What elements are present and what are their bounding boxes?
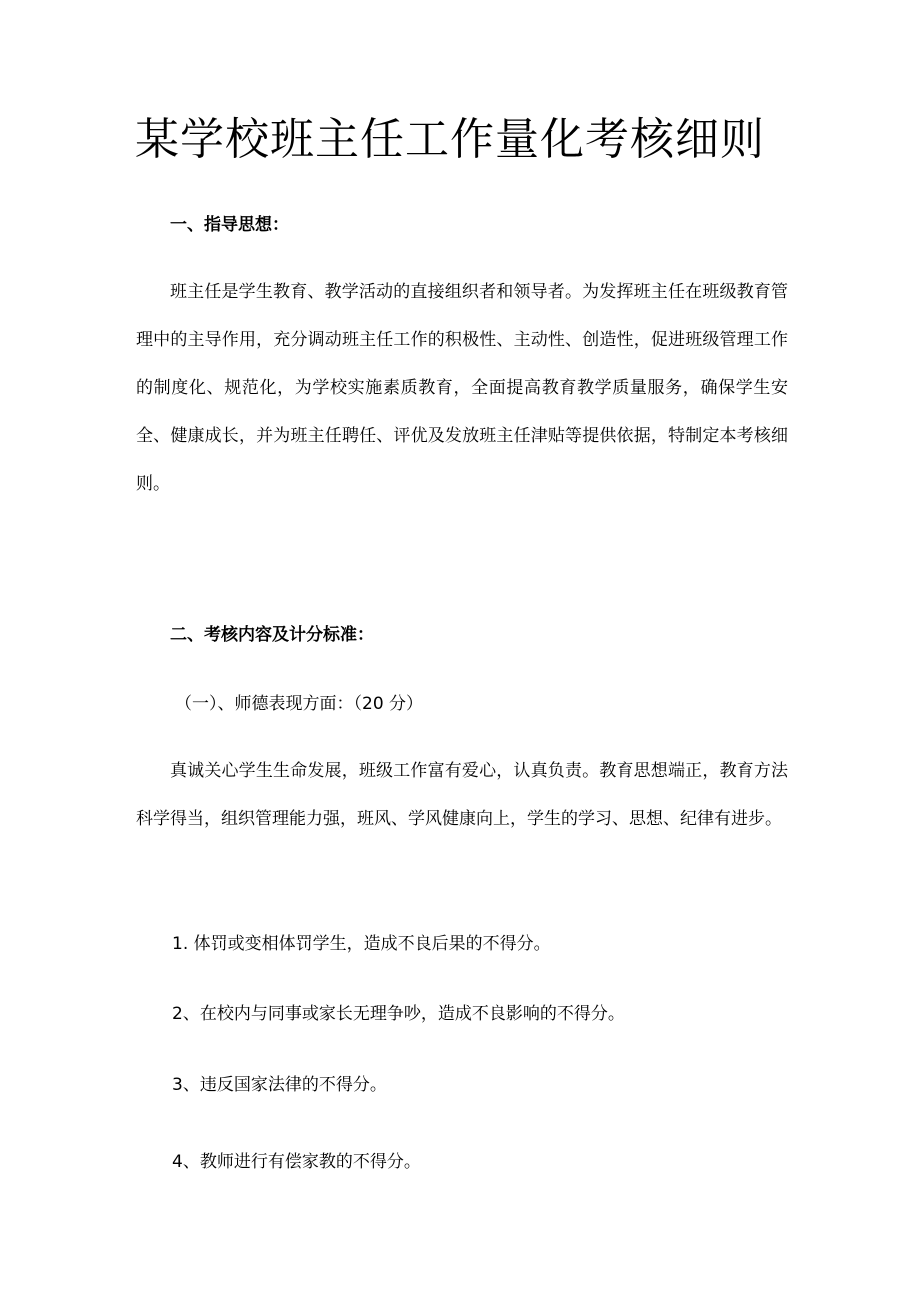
ethics-item-2: 2、在校内与同事或家长无理争吵，造成不良影响的不得分。 [172, 1004, 625, 1024]
subsection-heading-ethics: （一）、师德表现方面：（20 分） [175, 694, 424, 714]
section-heading-assessment-content: 二、考核内容及计分标准： [170, 625, 374, 645]
document-title: 某学校班主任工作量化考核细则 [135, 114, 765, 165]
ethics-item-3: 3、违反国家法律的不得分。 [172, 1075, 387, 1095]
ethics-item-1: 1. 体罚或变相体罚学生，造成不良后果的不得分。 [172, 934, 551, 954]
section-heading-guiding-ideology: 一、指导思想： [170, 215, 289, 235]
ethics-paragraph: 真诚关心学生生命发展，班级工作富有爱心，认真负责。教育思想端正，教育方法科学得当，组织管理能力强，班风、学风健康向上，学生的学习、思想、纪律有进步。 [136, 761, 788, 829]
guiding-ideology-paragraph: 班主任是学生教育、教学活动的直接组织者和领导者。为发挥班主任在班级教育管理中的主导作用，充分调动班主任工作的积极性、主动性、创造性，促进班级管理工作的制度化、规范化，为学校实施素质教育，全面提高教育教学质量服务，确保学生安全、健康成长，并为班主任聘任、评优及发放班主任津贴等提供依据，特制定本考核细则。 [136, 282, 788, 494]
ethics-item-4: 4、教师进行有偿家教的不得分。 [172, 1152, 421, 1172]
